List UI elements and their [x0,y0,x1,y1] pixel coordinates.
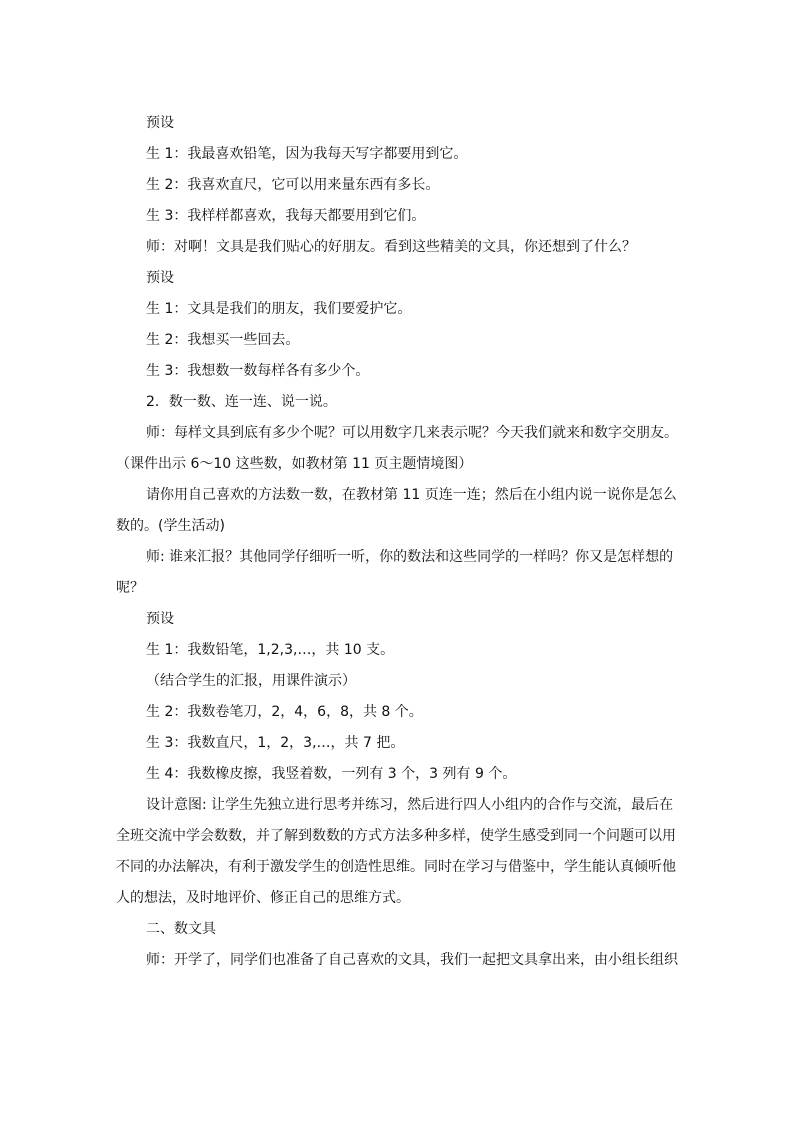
text-line: 师：每样文具到底有多少个呢？可以用数字几来表示呢？今天我们就来和数字交朋友。 [146,425,678,441]
text-line: 师: 谁来汇报？其他同学仔细听一听，你的数法和这些同学的一样吗？你又是怎样想的 [146,549,674,565]
text-line: （课件出示 6～10 这些数，如教材第 11 页主题情境图） [116,456,473,472]
text-line: 生 3：我数直尺，1，2，3,…，共 7 把。 [146,735,405,751]
text-line: 生 4：我数橡皮擦，我竖着数，一列有 3 个，3 列有 9 个。 [146,766,517,782]
text-line: 全班交流中学会数数，并了解到数数的方式方法多种多样，使学生感受到同一个问题可以用 [116,828,676,844]
text-line: 生 3：我想数一数每样各有多少个。 [146,363,370,379]
text-line: 二、数文具 [146,921,216,937]
text-line: 生 1：我数铅笔，1,2,3,…，共 10 支。 [146,642,395,658]
text-line: 生 3：我样样都喜欢，我每天都要用到它们。 [146,208,426,224]
text-line: 生 2：我数卷笔刀，2，4，6，8，共 8 个。 [146,704,423,720]
text-line: 2．数一数、连一连、说一说。 [146,394,337,410]
text-line: 生 1：我最喜欢铅笔，因为我每天写字都要用到它。 [146,146,468,162]
text-line: 数的。(学生活动) [116,518,225,534]
text-line: 生 2：我喜欢直尺，它可以用来量东西有多长。 [146,177,440,193]
text-line: 不同的办法解决，有利于激发学生的创造性思维。同时在学习与借鉴中，学生能认真倾听他 [116,859,676,875]
text-line: 预设 [146,115,174,131]
text-line: 呢？ [116,580,144,596]
text-line: 师：开学了，同学们也准备了自己喜欢的文具，我们一起把文具拿出来，由小组长组织 [146,952,678,968]
text-line: 预设 [146,611,174,627]
text-line: 生 1：文具是我们的朋友，我们要爱护它。 [146,301,412,317]
text-line: 人的想法，及时地评价、修正自己的思维方式。 [116,890,410,906]
text-line: 生 2：我想买一些回去。 [146,332,300,348]
text-line: 请你用自己喜欢的方法数一数，在教材第 11 页连一连；然后在小组内说一说你是怎么 [146,487,677,503]
text-line: 预设 [146,270,174,286]
document-body [116,108,676,976]
text-line: 设计意图: 让学生先独立进行思考并练习，然后进行四人小组内的合作与交流，最后在 [146,797,674,813]
text-line: 师：对啊！文具是我们贴心的好朋友。看到这些精美的文具，你还想到了什么？ [146,239,636,255]
text-line: （结合学生的汇报，用课件演示） [146,673,356,689]
